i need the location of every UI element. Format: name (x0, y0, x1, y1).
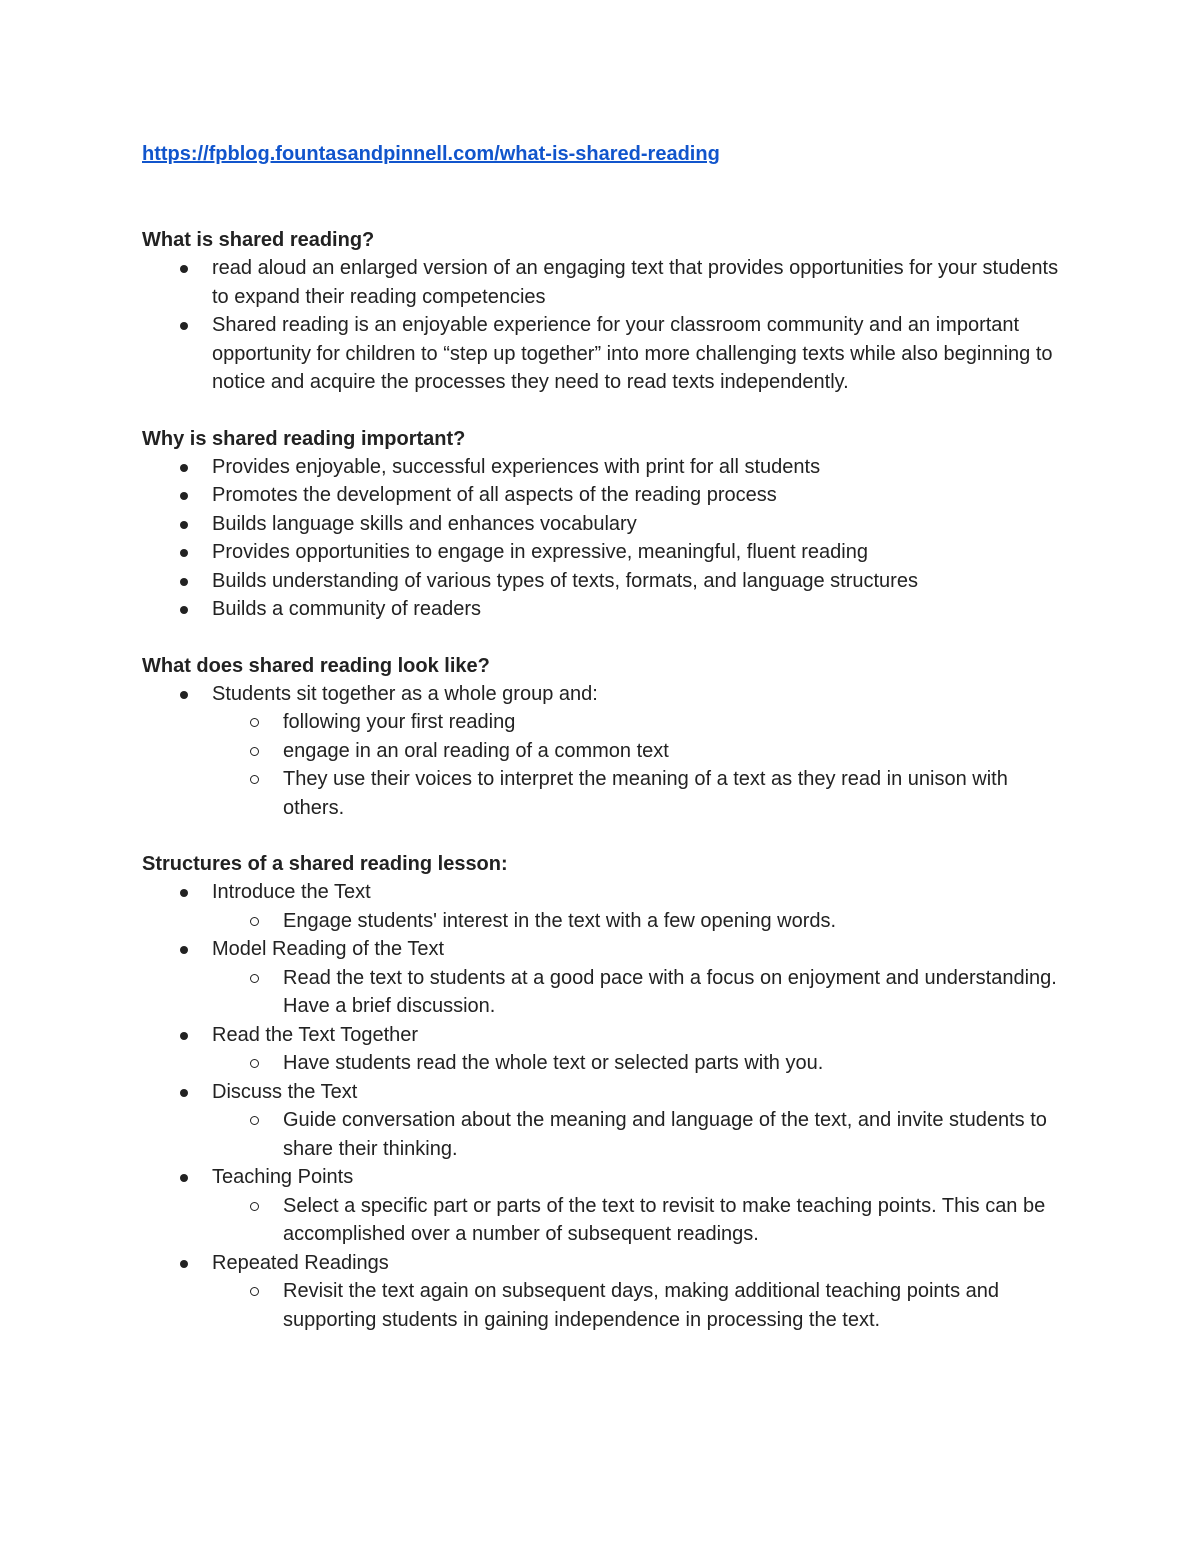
bullet-circle-icon (250, 1287, 259, 1296)
sub-list-item (142, 1192, 1062, 1249)
sub-list-item-text: Select a specific part or parts of the text to revisit to make teaching points. This can be accomplished over a number of subsequent readings. (283, 1194, 1046, 1245)
list-item (142, 680, 1062, 709)
sub-list-item-text: following your first reading (283, 711, 516, 733)
bullet-list (142, 453, 1062, 624)
bullet-circle-icon (250, 718, 259, 727)
bullet-circle-icon (250, 1059, 259, 1068)
sub-list-item-text: They use their voices to interpret the meaning of a text as they read in unison with others. (283, 768, 1008, 819)
document-sections (142, 226, 1062, 1334)
list-item-text: Builds understanding of various types of texts, formats, and language structures (212, 569, 918, 592)
bullet-dot-icon (180, 1089, 188, 1097)
section-heading: What does shared reading look like? (142, 654, 490, 677)
sub-list-item-text: Have students read the whole text or selected parts with you. (283, 1052, 824, 1074)
source-link[interactable]: https://fpblog.fountasandpinnell.com/what-is-shared-reading (142, 143, 720, 165)
list-item-text: Introduce the Text (212, 881, 371, 903)
bullet-circle-icon (250, 974, 259, 983)
bullet-dot-icon (180, 946, 188, 954)
sub-list-item (142, 907, 1062, 936)
bullet-dot-icon (180, 1032, 188, 1040)
list-item-text: read aloud an enlarged version of an engaging text that provides opportunities for your students to expand their reading competencies (212, 257, 1059, 308)
list-item-text: Read the Text Together (212, 1023, 419, 1046)
list-item-text: Provides opportunities to engage in expressive, meaningful, fluent reading (212, 541, 868, 563)
sub-list-item-text: Read the text to students at a good pace with a focus on enjoyment and understanding. Have a brief discussion. (283, 966, 1057, 1017)
list-item (142, 595, 1062, 624)
list-item-text: Teaching Points (212, 1166, 354, 1188)
bullet-dot-icon (180, 521, 188, 529)
bullet-dot-icon (180, 549, 188, 557)
bullet-list (142, 878, 1062, 1334)
section (142, 652, 1062, 823)
sub-list (142, 964, 1062, 1021)
list-item (142, 1249, 1062, 1278)
bullet-circle-icon (250, 775, 259, 784)
list-item-text: Promotes the development of all aspects of the reading process (212, 484, 777, 506)
sub-list-item (142, 964, 1062, 1021)
sub-list (142, 708, 1062, 822)
section-heading: What is shared reading? (142, 229, 375, 251)
bullet-dot-icon (180, 691, 188, 699)
section-heading: Structures of a shared reading lesson: (142, 853, 508, 875)
sub-list-item (142, 1106, 1062, 1163)
document-page (142, 140, 1062, 1362)
sub-list (142, 1192, 1062, 1249)
bullet-dot-icon (180, 1174, 188, 1182)
list-item-text: Model Reading of the Text (212, 938, 445, 960)
sub-list (142, 1277, 1062, 1334)
bullet-circle-icon (250, 747, 259, 756)
list-item-text: Repeated Readings (212, 1251, 389, 1274)
bullet-dot-icon (180, 265, 188, 273)
bullet-dot-icon (180, 322, 188, 330)
list-item-text: Discuss the Text (212, 1080, 358, 1103)
sub-list-item-text: engage in an oral reading of a common text (283, 739, 669, 762)
bullet-list (142, 254, 1062, 397)
list-item (142, 481, 1062, 510)
sub-list (142, 1106, 1062, 1163)
bullet-circle-icon (250, 1202, 259, 1211)
sub-list (142, 907, 1062, 936)
list-item (142, 1078, 1062, 1107)
sub-list-item (142, 708, 1062, 737)
section (142, 425, 1062, 624)
list-item (142, 935, 1062, 964)
sub-list-item (142, 765, 1062, 822)
sub-list (142, 1049, 1062, 1078)
list-item (142, 1021, 1062, 1050)
sub-list-item-text: Engage students' interest in the text with a few opening words. (283, 909, 837, 932)
list-item (142, 453, 1062, 482)
list-item (142, 1163, 1062, 1192)
bullet-list (142, 680, 1062, 823)
sub-list-item (142, 1049, 1062, 1078)
list-item-text: Shared reading is an enjoyable experience for your classroom community and an important opportunity for children to “step up together” into more challenging texts while also beginning to notice and acquire the processes they need to read texts independently. (212, 314, 1053, 393)
bullet-dot-icon (180, 492, 188, 500)
sub-list-item-text: Guide conversation about the meaning and language of the text, and invite students to share their thinking. (283, 1109, 1047, 1160)
list-item (142, 878, 1062, 907)
list-item (142, 538, 1062, 567)
bullet-dot-icon (180, 606, 188, 614)
section (142, 226, 1062, 397)
list-item-text: Provides enjoyable, successful experiences with print for all students (212, 455, 821, 478)
section-heading: Why is shared reading important? (142, 427, 466, 450)
list-item-text: Builds a community of readers (212, 598, 482, 620)
section (142, 850, 1062, 1334)
bullet-dot-icon (180, 464, 188, 472)
bullet-circle-icon (250, 917, 259, 926)
list-item (142, 254, 1062, 311)
list-item-text: Builds language skills and enhances vocabulary (212, 512, 637, 535)
bullet-dot-icon (180, 889, 188, 897)
list-item-text: Students sit together as a whole group and: (212, 682, 598, 705)
bullet-dot-icon (180, 1260, 188, 1268)
bullet-dot-icon (180, 578, 188, 586)
sub-list-item-text: Revisit the text again on subsequent days, making additional teaching points and supporting students in gaining independence in processing the text. (283, 1280, 1000, 1331)
list-item (142, 311, 1062, 397)
list-item (142, 567, 1062, 596)
sub-list-item (142, 1277, 1062, 1334)
sub-list-item (142, 737, 1062, 766)
bullet-circle-icon (250, 1116, 259, 1125)
list-item (142, 510, 1062, 539)
